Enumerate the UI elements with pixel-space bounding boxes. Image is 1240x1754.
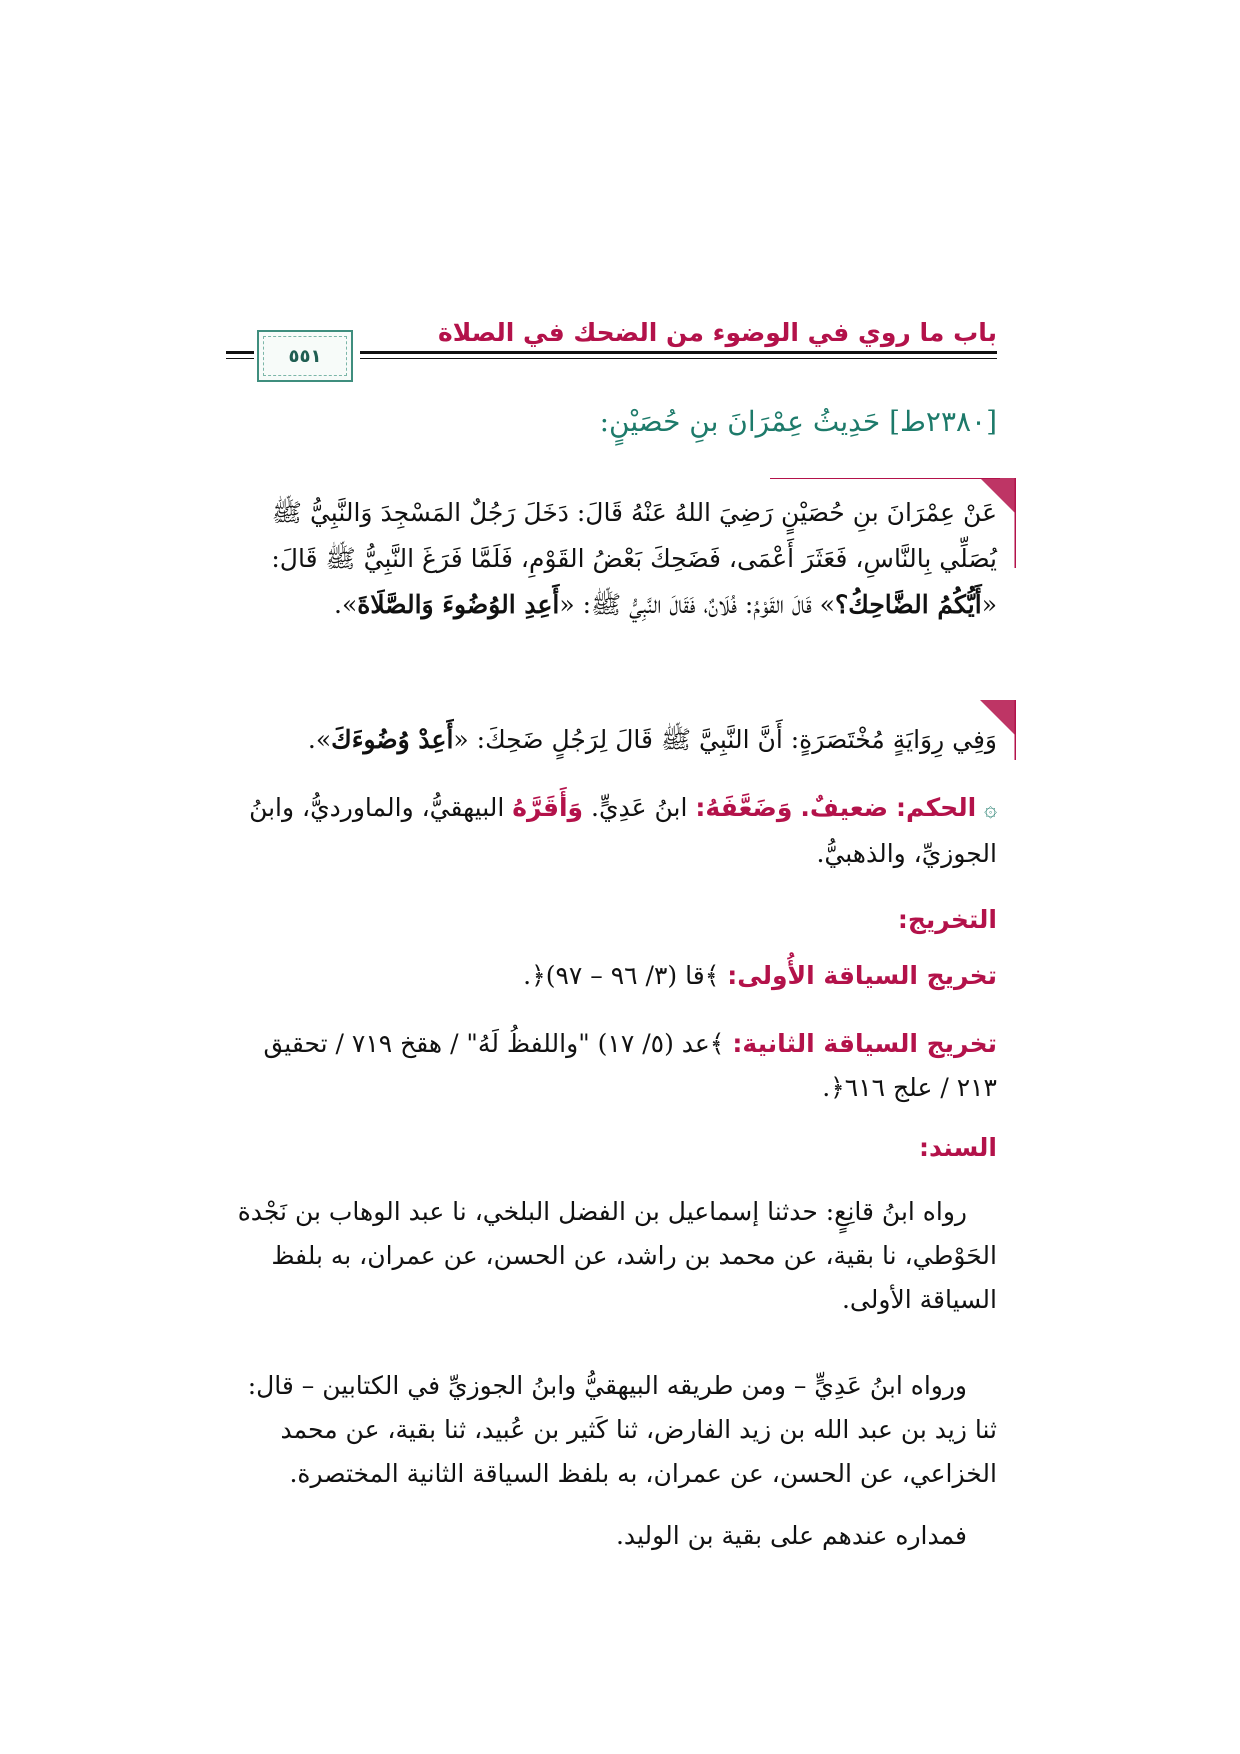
header-rule-left-thin [226,358,254,359]
sanad-paragraph-1: رواه ابنُ قانِعٍ: حدثنا إسماعيل بن الفضل البلخي، نا عبد الوهاب بن نَجْدة الحَوْطي، نا بقية، عن محمد بن راشد، عن الحسن، عن عمران، به بلفظ السياقة الأولى. [237,1197,997,1314]
bold-quote: أَعِدِ الوُضُوءَ وَالصَّلَاةَ [357,590,560,619]
approved-label: وَأَقَرَّهُ [512,793,584,822]
takhrij-second-label: تخريج السياقة الثانية: [732,1029,997,1058]
takhrij-second: تخريج السياقة الثانية: ﴾عد (٥/ ١٧) "واللفظُ لَهُ" / هقخ ٧١٩ / تحقيق ٢١٣ / علج ٦١٦﴿. [263,1029,997,1102]
page-number-badge [257,330,353,382]
hukm-label: الحكم: [896,793,977,822]
takhrij-heading: التخريج: [897,905,997,934]
hadith-short-narration: وَفِي رِوَايَةٍ مُخْتَصَرَةٍ: أَنَّ النَّبِيَّ ﷺ قَالَ لِرَجُلٍ ضَحِكَ: «أَعِدْ وُضُوءَكَ». [307,725,997,754]
chapter-title: باب ما روي في الوضوء من الضحك في الصلاة [438,318,997,347]
hadith-main-text: عَنْ عِمْرَانَ بنِ حُصَيْنٍ رَضِيَ اللهُ عَنْهُ قَالَ: دَخَلَ رَجُلٌ المَسْجِدَ وَالنَّبِيُّ ﷺ يُصَلِّي بِالنَّاسِ، فَعَثَرَ أَعْمَى، فَضَحِكَ بَعْضُ القَوْمِ، فَلَمَّا فَرَغَ النَّبِيُّ ﷺ قَالَ: «أَيُّكُمُ الضَّاحِكُ؟» قَالَ القَوْمُ: فُلَانٌ، فَقَالَ النَّبِيُّ ﷺ: «أَعِدِ الوُضُوءَ وَالصَّلَاةَ». [271,498,997,619]
takhrij-first: تخريج السياقة الأُولى: ﴾قا (٣/ ٩٦ – ٩٧)﴿. [523,961,997,990]
weakened-label: وَضَعَّفَهُ: [695,793,793,822]
header-rule-left [226,351,254,354]
sanad-heading: السند: [918,1133,997,1162]
sanad-paragraph-2: ورواه ابنُ عَدِيٍّ – ومن طريقه البيهقيُّ وابنُ الجوزيِّ في الكتابين – قال: ثنا زيد بن عبد الله بن زيد الفارض، ثنا كَثير بن عُبيد، ثنا بقية، عن محمد الخزاعي، عن الحسن، عن عمران، به بلفظ السياقة الثانية المختصرة. [247,1371,997,1488]
sanad-paragraph-3: فمداره عندهم على بقية بن الوليد. [615,1521,967,1550]
header-rule-right [360,351,997,354]
page-number: ٥٥١ [288,345,322,367]
takhrij-first-label: تخريج السياقة الأُولى: [727,961,997,990]
ornament-icon: ۞ [984,797,997,822]
block-top-line [770,478,1000,479]
header-rule-right-thin [360,358,997,359]
hukm-paragraph: ۞ الحكم: ضعيفٌ. وَضَعَّفَهُ: ابنُ عَدِيٍّ. وَأَقَرَّهُ البيهقيُّ، والماورديُّ، وابنُ الجوزيِّ، والذهبيُّ. [249,793,997,868]
bold-quote: أَعِدْ وُضُوءَكَ [331,725,454,754]
hukm-grade: ضعيفٌ. [800,793,889,822]
bold-quote: أَيُّكُمُ الضَّاحِكُ؟ [834,590,982,619]
hadith-heading: [٢٣٨٠ط] حَدِيثُ عِمْرَانَ بنِ حُصَيْنٍ: [599,405,997,438]
